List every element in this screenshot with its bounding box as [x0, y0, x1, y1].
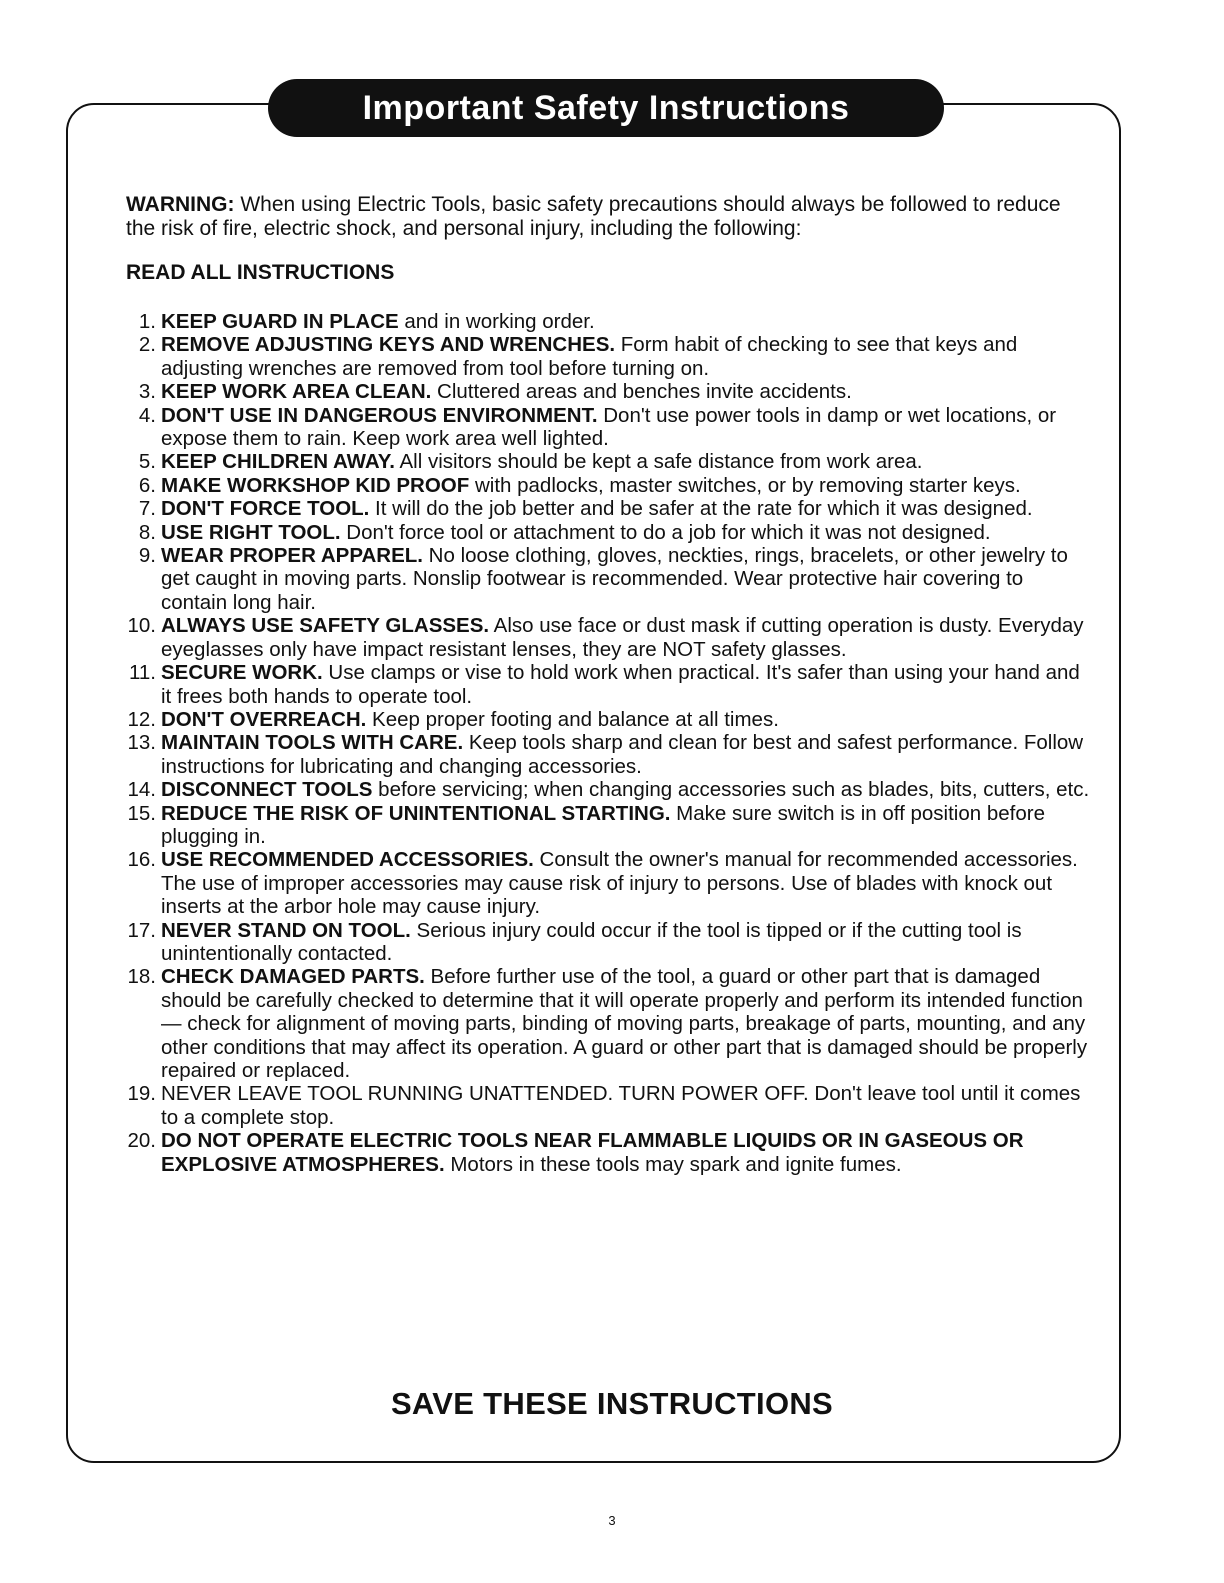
list-item-text: Cluttered areas and benches invite accidents. — [431, 380, 852, 404]
list-item-number: 12. — [127, 707, 156, 731]
list-item-heading: MAINTAIN TOOLS WITH CARE. — [161, 731, 464, 755]
list-item-number: 8. — [138, 520, 156, 544]
list-item-heading: DON'T USE IN DANGEROUS ENVIRONMENT. — [161, 403, 598, 427]
list-item — [126, 614, 1091, 661]
list-item-text: Also use face or dust mask if cutting operation is dusty. Everyday eyeglasses only have impact resistant lenses, they are NOT safety glasses. — [161, 614, 1084, 661]
list-item — [126, 661, 1091, 708]
list-item-number: 10. — [127, 614, 156, 638]
list-item-heading: DO NOT OPERATE ELECTRIC TOOLS NEAR FLAMMABLE LIQUIDS OR IN GASEOUS OR EXPLOSIVE ATMOSPHERES. — [161, 1129, 1024, 1176]
list-item-number: 15. — [127, 801, 156, 825]
list-item-heading: USE RECOMMENDED ACCESSORIES. — [161, 848, 534, 872]
list-item-heading: KEEP CHILDREN AWAY. — [161, 450, 395, 474]
list-item-number: 1. — [138, 310, 156, 333]
list-item-text: Motors in these tools may spark and ignite fumes. — [444, 1152, 902, 1176]
list-item-number: 19. — [127, 1082, 156, 1106]
list-item-heading: MAKE WORKSHOP KID PROOF — [161, 473, 470, 497]
list-item-heading: USE RIGHT TOOL. — [161, 520, 341, 544]
page-number: 3 — [608, 1513, 616, 1528]
list-item — [126, 731, 1091, 778]
list-item-heading: REDUCE THE RISK OF UNINTENTIONAL STARTING. — [161, 801, 671, 825]
warning-label: WARNING: — [126, 193, 235, 216]
list-item-heading: NEVER STAND ON TOOL. — [161, 918, 411, 942]
list-item-heading: SECURE WORK. — [161, 661, 323, 685]
list-item-heading: KEEP GUARD IN PLACE — [161, 310, 399, 333]
instructions-content — [126, 193, 1091, 1176]
list-item — [126, 450, 1091, 473]
list-item-heading: DISCONNECT TOOLS — [161, 778, 373, 802]
list-item-heading: REMOVE ADJUSTING KEYS AND WRENCHES. — [161, 333, 616, 357]
warning-paragraph — [126, 193, 1091, 241]
warning-text: When using Electric Tools, basic safety precautions should always be followed to reduce the risk of fire, electric shock, and personal injury, including the following: — [126, 193, 1061, 240]
list-item-text: before servicing; when changing accessories such as blades, bits, cutters, etc. — [372, 778, 1090, 802]
list-item-text: Use clamps or vise to hold work when practical. It's safer than using your hand and it frees both hands to operate tool. — [161, 661, 1080, 708]
list-item — [126, 310, 1091, 333]
safety-list — [126, 310, 1091, 1176]
list-item-text: Consult the owner's manual for recommended accessories. The use of improper accessories may cause risk of injury to persons. Use of blades with knock out inserts at the arbor hole may cause injury. — [161, 848, 1078, 919]
list-item-text: with padlocks, master switches, or by removing starter keys. — [469, 473, 1021, 497]
list-item-number: 3. — [138, 380, 156, 404]
list-item-number: 16. — [127, 848, 156, 872]
list-item — [126, 708, 1091, 731]
list-item-heading: KEEP WORK AREA CLEAN. — [161, 380, 432, 404]
list-item — [126, 965, 1091, 1082]
list-item — [126, 1129, 1091, 1176]
read-all-heading: READ ALL INSTRUCTIONS — [126, 261, 395, 284]
list-item-number: 20. — [127, 1129, 156, 1153]
list-item-heading: ALWAYS USE SAFETY GLASSES. — [161, 614, 490, 638]
list-item-number: 7. — [138, 497, 156, 521]
list-item-number: 11. — [129, 661, 156, 685]
list-item-number: 14. — [127, 778, 156, 802]
list-item-text: and in working order. — [398, 310, 595, 333]
list-item — [126, 404, 1091, 451]
list-item-number: 17. — [127, 918, 156, 942]
list-item-text: Keep tools sharp and clean for best and safest performance. Follow instructions for lubricating and changing accessories. — [161, 731, 1084, 778]
list-item-heading: DON'T OVERREACH. — [161, 707, 367, 731]
list-item-text: Serious injury could occur if the tool is tipped or if the cutting tool is unintentionally contacted. — [161, 918, 1022, 965]
list-item-text: Keep proper footing and balance at all times. — [366, 707, 779, 731]
list-item — [126, 1082, 1091, 1129]
list-item-heading: WEAR PROPER APPAREL. — [161, 544, 423, 568]
list-item-text: It will do the job better and be safer at the rate for which it was designed. — [369, 497, 1033, 521]
list-item-text: Form habit of checking to see that keys and adjusting wrenches are removed from tool before turning on. — [161, 333, 1018, 380]
list-item — [126, 919, 1091, 966]
list-item — [126, 778, 1091, 801]
list-item-text: NEVER LEAVE TOOL RUNNING UNATTENDED. TURN POWER OFF. Don't leave tool until it comes to a complete stop. — [161, 1082, 1081, 1129]
list-item-text: No loose clothing, gloves, neckties, rings, bracelets, or other jewelry to get caught in moving parts. Nonslip footwear is recommended. Wear protective hair covering to contain long hair. — [161, 544, 1068, 614]
page-title: Important Safety Instructions — [268, 79, 944, 137]
list-item-number: 4. — [138, 403, 156, 427]
list-item-text: All visitors should be kept a safe distance from work area. — [394, 450, 923, 474]
list-item — [126, 521, 1091, 544]
list-item — [126, 544, 1091, 614]
list-item — [126, 848, 1091, 918]
list-item-number: 5. — [138, 450, 156, 474]
list-item — [126, 474, 1091, 497]
list-item-heading: DON'T FORCE TOOL. — [161, 497, 370, 521]
list-item-number: 18. — [127, 965, 156, 989]
list-item — [126, 802, 1091, 849]
save-instructions-heading: SAVE THESE INSTRUCTIONS — [390, 1386, 834, 1421]
list-item-text: Before further use of the tool, a guard or other part that is damaged should be carefully checked to determine that it will operate properly and perform its intended function — check for alignment of moving parts, binding of moving parts, breakage of parts, mounting, and any other conditions that may affect its operation. A guard or other part that is damaged should be properly repaired or replaced. — [161, 965, 1088, 1082]
list-item — [126, 333, 1091, 380]
list-item-number: 13. — [127, 731, 156, 755]
list-item — [126, 380, 1091, 403]
list-item — [126, 497, 1091, 520]
list-item-text: Don't force tool or attachment to do a job for which it was not designed. — [340, 520, 991, 544]
list-item-text: Don't use power tools in damp or wet locations, or expose them to rain. Keep work area well lighted. — [161, 403, 1057, 451]
list-item-heading: CHECK DAMAGED PARTS. — [161, 965, 425, 989]
list-item-text: Make sure switch is in off position before plugging in. — [161, 801, 1045, 848]
list-item-number: 6. — [138, 473, 156, 497]
list-item-number: 2. — [138, 333, 156, 357]
list-item-number: 9. — [138, 544, 156, 568]
